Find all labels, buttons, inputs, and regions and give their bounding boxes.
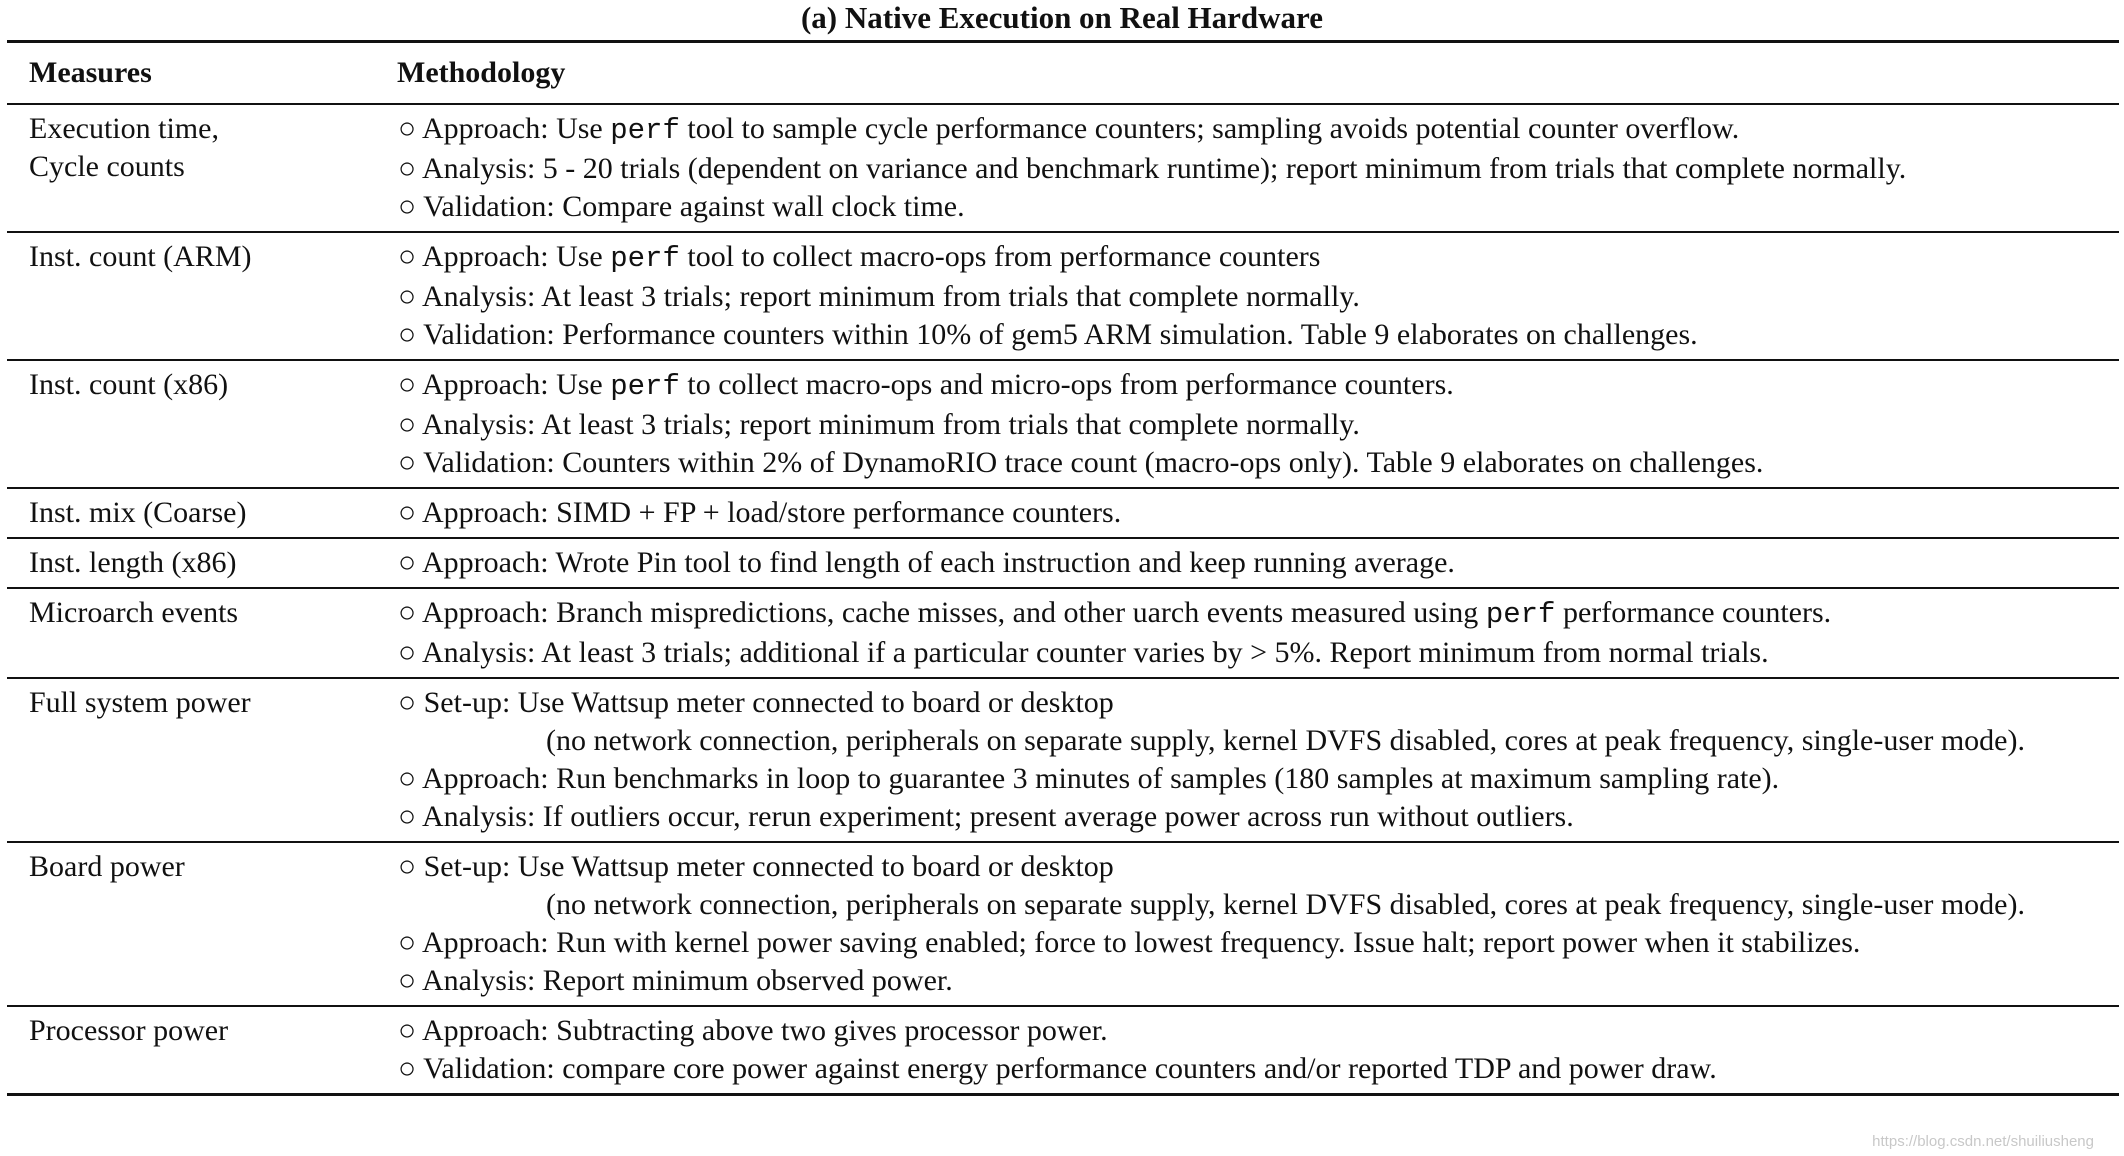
line-text: ○ Analysis: At least 3 trials; report minimum from trials that complete normally.	[398, 408, 1360, 441]
methodology-line	[398, 1050, 2119, 1088]
methodology-line	[398, 444, 2119, 482]
line-text: ○ Approach: Use	[398, 112, 611, 145]
measure-label: Inst. count (x86)	[29, 368, 229, 401]
methodology-line	[398, 962, 2119, 1000]
methodology-line	[398, 278, 2119, 316]
line-text: ○ Approach: SIMD + FP + load/store performance counters.	[398, 496, 1122, 529]
methodology-line	[398, 848, 2119, 886]
methodology-line	[398, 886, 2119, 924]
measure-cell	[7, 104, 375, 232]
methodology-line	[398, 544, 2119, 582]
measure-cell	[7, 1006, 375, 1095]
line-text: ○ Analysis: Report minimum observed power.	[398, 964, 953, 997]
watermark: https://blog.csdn.net/shuiliusheng	[1872, 1133, 2094, 1150]
code-token: perf	[610, 370, 680, 403]
table-row	[7, 360, 2119, 488]
methodology-line	[398, 722, 2119, 760]
code-token: perf	[1485, 598, 1556, 631]
measure-cell	[7, 232, 375, 360]
line-text: ○ Approach: Branch mispredictions, cache misses, and other uarch events measured using	[398, 596, 1486, 629]
header-measures: Measures	[29, 56, 152, 89]
line-text: ○ Approach: Run with kernel power saving enabled; force to lowest frequency. Issue halt; report power when it stabilizes.	[398, 926, 1861, 959]
methodology-line	[398, 634, 2119, 672]
line-text: (no network connection, peripherals on separate supply, kernel DVFS disabled, cores at peak frequency, single-user mode).	[546, 888, 2025, 921]
measure-label: Inst. mix (Coarse)	[29, 496, 247, 529]
measure-cell	[7, 842, 375, 1006]
header-row	[7, 42, 2119, 105]
line-text: ○ Approach: Run benchmarks in loop to guarantee 3 minutes of samples (180 samples at maximum sampling rate).	[398, 762, 1780, 795]
line-text: ○ Approach: Use	[398, 240, 611, 273]
table-row	[7, 588, 2119, 678]
methodology-line	[398, 238, 2119, 278]
line-text: ○ Set-up: Use Wattsup meter connected to board or desktop	[398, 686, 1114, 719]
methodology-cell	[375, 104, 2119, 232]
line-text: performance counters.	[1555, 596, 1832, 629]
table-title: (a) Native Execution on Real Hardware	[800, 0, 1324, 35]
line-text: tool to collect macro-ops from performance counters	[679, 240, 1321, 273]
measure-cell	[7, 538, 375, 588]
methodology-line	[398, 924, 2119, 962]
methodology-line	[398, 188, 2119, 226]
header-methodology: Methodology	[397, 56, 566, 89]
line-text: ○ Approach: Wrote Pin tool to find length of each instruction and keep running average.	[398, 546, 1455, 579]
line-text: ○ Analysis: If outliers occur, rerun experiment; present average power across run without outliers.	[398, 800, 1574, 833]
methodology-line	[398, 798, 2119, 836]
methodology-cell	[375, 232, 2119, 360]
methodology-line	[398, 760, 2119, 798]
measure-label: Board power	[29, 850, 185, 883]
line-text: ○ Analysis: At least 3 trials; report minimum from trials that complete normally.	[398, 280, 1360, 313]
measure-label: Inst. count (ARM)	[29, 240, 252, 273]
methodology-cell	[375, 1006, 2119, 1095]
table-row	[7, 678, 2119, 842]
line-text: tool to sample cycle performance counters; sampling avoids potential counter overflow.	[679, 112, 1740, 145]
table-row	[7, 842, 2119, 1006]
measure-label: Full system power	[29, 686, 251, 719]
line-text: ○ Validation: Counters within 2% of DynamoRIO trace count (macro-ops only). Table 9 elaborates on challenges.	[398, 446, 1764, 479]
measure-cell	[7, 360, 375, 488]
line-text: ○ Analysis: 5 - 20 trials (dependent on variance and benchmark runtime); report minimum from trials that complete normally.	[398, 152, 1907, 185]
code-token: perf	[610, 114, 680, 147]
methodology-cell	[375, 588, 2119, 678]
measure-cell	[7, 588, 375, 678]
methodology-table	[7, 40, 2119, 1096]
methodology-cell	[375, 678, 2119, 842]
measure-label: Cycle counts	[29, 150, 185, 183]
line-text: ○ Validation: Compare against wall clock time.	[398, 190, 965, 223]
table-row	[7, 104, 2119, 232]
measure-label: Processor power	[29, 1014, 229, 1047]
table-body	[7, 104, 2119, 1095]
table-row	[7, 488, 2119, 538]
measure-label: Execution time,	[29, 112, 219, 145]
line-text: ○ Approach: Subtracting above two gives processor power.	[398, 1014, 1108, 1047]
methodology-line	[398, 406, 2119, 444]
measure-label: Microarch events	[29, 596, 239, 629]
code-token: perf	[610, 242, 680, 275]
line-text: ○ Set-up: Use Wattsup meter connected to board or desktop	[398, 850, 1114, 883]
line-text: to collect macro-ops and micro-ops from performance counters.	[679, 368, 1454, 401]
measure-cell	[7, 488, 375, 538]
methodology-line	[398, 684, 2119, 722]
methodology-line	[398, 594, 2119, 634]
line-text: ○ Validation: Performance counters within 10% of gem5 ARM simulation. Table 9 elaborates on challenges.	[398, 318, 1698, 351]
methodology-cell	[375, 538, 2119, 588]
methodology-line	[398, 1012, 2119, 1050]
methodology-cell	[375, 842, 2119, 1006]
measure-cell	[7, 678, 375, 842]
methodology-line	[398, 110, 2119, 150]
measure-label: Inst. length (x86)	[29, 546, 237, 579]
line-text: ○ Validation: compare core power against energy performance counters and/or reported TDP and power draw.	[398, 1052, 1717, 1085]
line-text: ○ Approach: Use	[398, 368, 611, 401]
methodology-line	[398, 150, 2119, 188]
table-row	[7, 538, 2119, 588]
line-text: ○ Analysis: At least 3 trials; additional if a particular counter varies by > 5%. Report minimum from normal trials.	[398, 636, 1769, 669]
table-row	[7, 1006, 2119, 1095]
methodology-cell	[375, 360, 2119, 488]
methodology-line	[398, 494, 2119, 532]
methodology-cell	[375, 488, 2119, 538]
methodology-line	[398, 316, 2119, 354]
table-row	[7, 232, 2119, 360]
methodology-line	[398, 366, 2119, 406]
line-text: (no network connection, peripherals on separate supply, kernel DVFS disabled, cores at peak frequency, single-user mode).	[546, 724, 2025, 757]
